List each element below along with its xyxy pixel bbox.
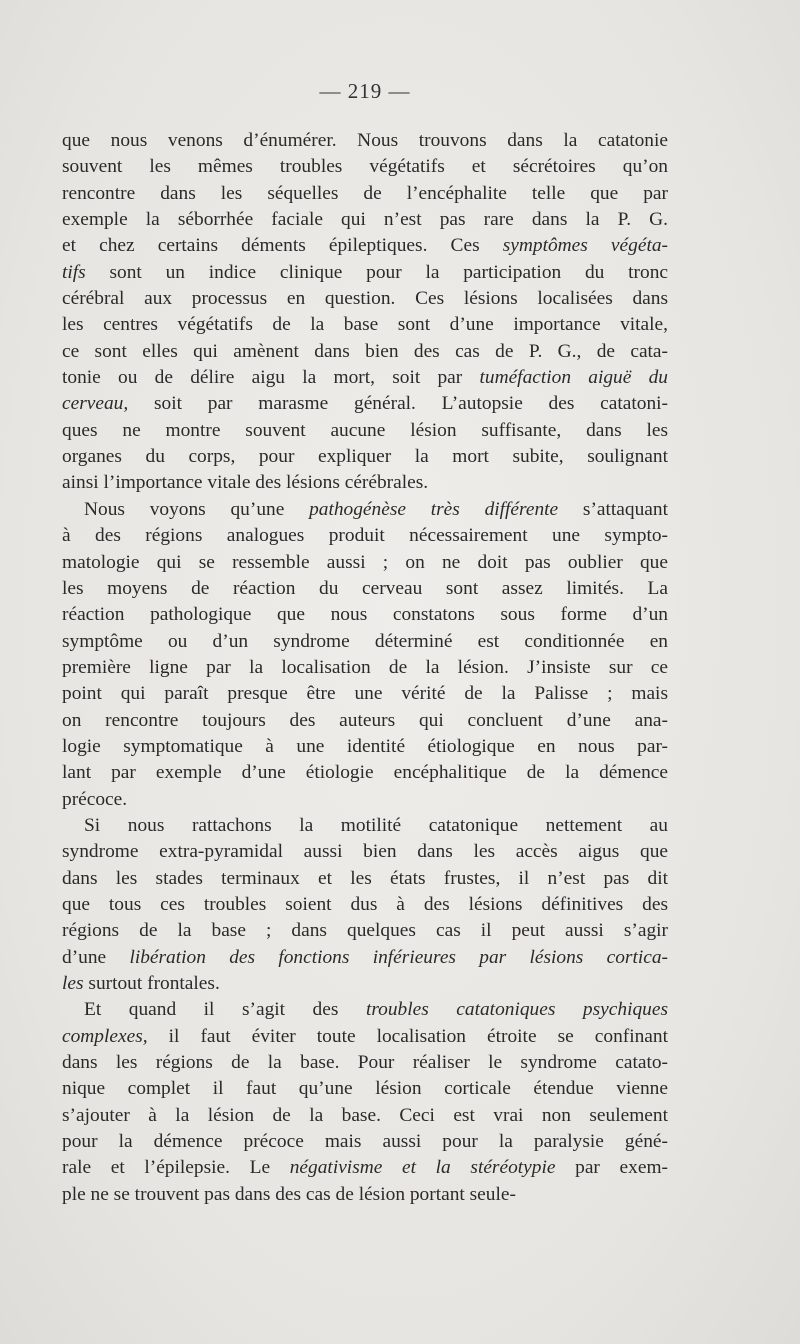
text-line xyxy=(62,523,668,549)
text-run: matologie qui se ressemble aussi ; on ne doit pas oublier que xyxy=(62,551,668,573)
text-run: ques ne montre souvent aucune lésion suffisante, dans les xyxy=(62,419,668,441)
text-line xyxy=(62,312,668,338)
text-run: dans les stades terminaux et les états frustes, il n’est pas dit xyxy=(62,867,668,889)
text-line xyxy=(62,550,668,576)
text-run: exemple la séborrhée faciale qui n’est pas rare dans la P. G. xyxy=(62,209,668,231)
italic-text: pathogénèse très différente xyxy=(309,498,559,520)
text-run: Si nous rattachons la motilité catatonique nettement au xyxy=(84,814,668,836)
text-run: rencontre dans les séquelles de l’encéphalite telle que par xyxy=(62,182,668,204)
text-run: lant par exemple d’une étiologie encéphalitique de la démence xyxy=(62,762,668,784)
text-run: symptôme ou d’un syndrome déterminé est conditionnée en xyxy=(62,630,668,652)
italic-text: les xyxy=(62,973,84,994)
text-run: par exem- xyxy=(555,1157,668,1179)
text-line xyxy=(62,655,668,681)
text-run: organes du corps, pour expliquer la mort subite, soulignant xyxy=(62,446,668,468)
italic-text: tuméfaction aiguë du xyxy=(479,367,669,389)
text-line xyxy=(62,629,668,655)
body-text xyxy=(62,128,668,1208)
text-run: tonie ou de délire aigu la mort, soit par xyxy=(62,367,480,389)
text-line xyxy=(62,286,668,312)
text-run: d’une xyxy=(62,946,130,968)
text-run: pour la démence précoce mais aussi pour la paralysie géné- xyxy=(62,1131,668,1153)
text-line xyxy=(62,892,668,918)
italic-text: négativisme et la stéréotypie xyxy=(289,1157,556,1179)
text-run: et chez certains déments épileptiques. Ces xyxy=(62,235,503,257)
text-run: Nous voyons qu’une xyxy=(84,498,310,520)
text-line xyxy=(62,681,668,707)
text-line xyxy=(62,997,668,1023)
text-run: on rencontre toujours des auteurs qui concluent d’une ana- xyxy=(62,709,668,731)
text-line xyxy=(62,1103,668,1129)
text-run: il faut éviter toute localisation étroite se confinant xyxy=(147,1025,668,1047)
text-run: souvent les mêmes troubles végétatifs et sécrétoires qu’on xyxy=(62,156,668,178)
text-run: s’ajouter à la lésion de la base. Ceci est vrai non seulement xyxy=(62,1104,668,1126)
text-run: que tous ces troubles soient dus à des lésions définitives des xyxy=(62,893,668,915)
text-run: rale et l’épilepsie. Le xyxy=(62,1157,290,1179)
page-number: — 219 — xyxy=(319,79,411,103)
text-line xyxy=(62,1129,668,1155)
text-line xyxy=(62,470,668,496)
text-run: les moyens de réaction du cerveau sont assez limités. La xyxy=(62,577,668,599)
text-line xyxy=(62,866,668,892)
text-line xyxy=(62,1182,668,1208)
text-line xyxy=(62,128,668,154)
italic-text: complexes, xyxy=(62,1025,148,1047)
text-run: ainsi l’importance vitale des lésions cérébrales. xyxy=(62,472,429,494)
text-run: que nous venons d’énumérer. Nous trouvons dans la catatonie xyxy=(62,130,668,151)
text-run: surtout frontales. xyxy=(83,973,220,994)
text-line xyxy=(62,154,668,180)
text-line xyxy=(62,839,668,865)
text-run: cérébral aux processus en question. Ces lésions localisées dans xyxy=(62,288,668,310)
text-line xyxy=(62,918,668,944)
italic-text: tifs xyxy=(62,261,86,283)
text-line xyxy=(62,787,668,813)
italic-text: cerveau, xyxy=(62,393,129,415)
text-line xyxy=(62,813,668,839)
text-run: les centres végétatifs de la base sont d’une importance vitale, xyxy=(62,314,668,336)
text-line xyxy=(62,576,668,602)
italic-text: libération des fonctions inférieures par lésions cortica- xyxy=(129,946,668,968)
text-line xyxy=(62,1076,668,1102)
text-run: réaction pathologique que nous constatons sous forme d’un xyxy=(62,604,668,626)
text-run: point qui paraît presque être une vérité de la Palisse ; mais xyxy=(62,683,668,705)
text-run: s’attaquant xyxy=(558,498,668,520)
text-line xyxy=(62,971,668,997)
text-line xyxy=(62,365,668,391)
text-run: régions de la base ; dans quelques cas il peut aussi s’agir xyxy=(62,920,668,942)
text-line xyxy=(62,207,668,233)
text-run: à des régions analogues produit nécessairement une sympto- xyxy=(62,525,668,547)
text-line xyxy=(62,391,668,417)
text-line xyxy=(62,497,668,523)
text-run: logie symptomatique à une identité étiologique en nous par- xyxy=(62,735,668,757)
text-line xyxy=(62,734,668,760)
text-run: ple ne se trouvent pas dans des cas de lésion portant seule- xyxy=(62,1183,516,1205)
text-line xyxy=(62,444,668,470)
text-run: nique complet il faut qu’une lésion corticale étendue vienne xyxy=(62,1078,668,1100)
text-run: précoce. xyxy=(62,788,128,810)
text-run: soit par marasme général. L’autopsie des catatoni- xyxy=(128,393,668,415)
text-run: dans les régions de la base. Pour réaliser le syndrome catato- xyxy=(62,1052,668,1074)
text-line xyxy=(62,181,668,207)
text-line xyxy=(62,1050,668,1076)
text-line xyxy=(62,1024,668,1050)
text-line xyxy=(62,760,668,786)
text-run: sont un indice clinique pour la participation du tronc xyxy=(85,261,668,283)
text-run: Et quand il s’agit des xyxy=(84,999,366,1021)
text-line xyxy=(62,708,668,734)
text-line xyxy=(62,233,668,259)
text-line xyxy=(62,260,668,286)
text-line xyxy=(62,945,668,971)
text-run: syndrome extra-pyramidal aussi bien dans les accès aigus que xyxy=(62,841,668,863)
text-line xyxy=(62,602,668,628)
italic-text: troubles catatoniques psychiques xyxy=(365,999,668,1021)
italic-text: symptômes végéta- xyxy=(502,235,668,257)
text-run: ce sont elles qui amènent dans bien des cas de P. G., de cata- xyxy=(62,340,668,362)
text-line xyxy=(62,1155,668,1181)
text-line xyxy=(62,339,668,365)
text-run: première ligne par la localisation de la lésion. J’insiste sur ce xyxy=(62,656,668,678)
text-line xyxy=(62,418,668,444)
